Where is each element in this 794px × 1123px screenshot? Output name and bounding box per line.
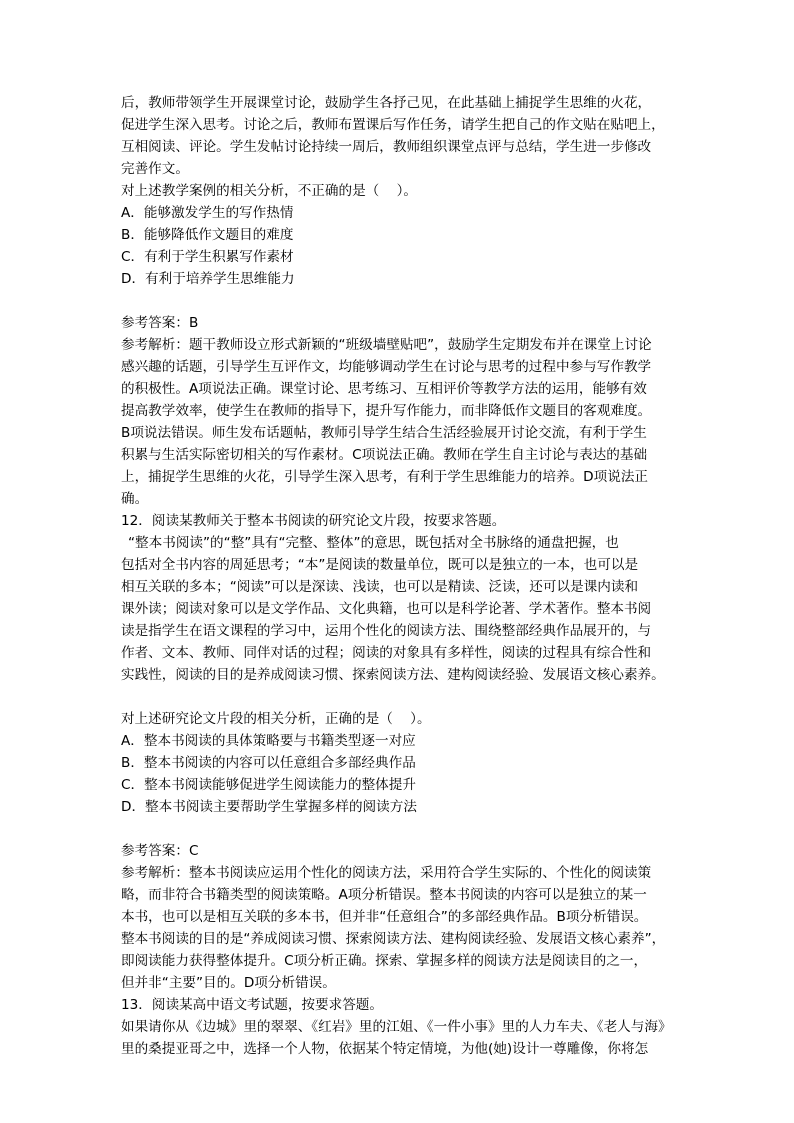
text-line: 作者、文本、教师、同伴对话的过程；阅读的对象具有多样性，阅读的过程具有综合性和 <box>121 645 652 661</box>
text-line: 如果请你从《边城》里的翠翠、《红岩》里的江姐、《一件小事》里的人力车夫、《老人与海》 <box>121 1019 672 1035</box>
text-line: 上，捕捉学生思维的火花，引导学生深入思考，有利于学生思维能力的培养。D项说法正 <box>121 469 649 485</box>
text-line: 对上述研究论文片段的相关分析，正确的是（ ）。 <box>121 711 431 727</box>
text-line: 里的桑提亚哥之中，选择一个人物，依据某个特定情境，为他(她)设计一尊雕像，你将怎 <box>121 1041 649 1057</box>
option-line: A．能够激发学生的写作热情 <box>121 205 294 221</box>
text-line: 即阅读能力获得整体提升。C项分析正确。探索、掌握多样的阅读方法是阅读目的之一， <box>121 953 648 969</box>
text-line <box>121 818 693 840</box>
text-line: 感兴趣的话题，引导学生互评作文，均能够调动学生在讨论与思考的过程中参与写作教学 <box>121 359 652 375</box>
text-line: 课外读；阅读对象可以是文学作品、文化典籍，也可以是科学论著、学术著作。整本书阅 <box>121 601 652 617</box>
document-body <box>121 92 693 1060</box>
text-line: 参考解析：题干教师设立形式新颖的“班级墙壁贴吧”，鼓励学生定期发布并在课堂上讨论 <box>121 337 652 353</box>
text-line: 整本书阅读的目的是“养成阅读习惯、探索阅读方法、建构阅读经验、发展语文核心素养”， <box>121 931 666 947</box>
text-line: 参考答案：B <box>121 315 199 331</box>
text-line: 的积极性。A项说法正确。课堂讨论、思考练习、互相评价等教学方法的运用，能够有效 <box>121 381 647 397</box>
text-line: 积累与生活实际密切相关的写作素材。C项说法正确。教师在学生自主讨论与表达的基础 <box>121 447 648 463</box>
text-line: 后，教师带领学生开展课堂讨论，鼓励学生各抒己见，在此基础上捕捉学生思维的火花， <box>121 95 652 111</box>
option-line: B．能够降低作文题目的难度 <box>121 227 294 243</box>
text-line: 完善作文。 <box>121 161 189 177</box>
text-line: 促进学生深入思考。讨论之后，教师布置课后写作任务，请学生把自己的作文贴在贴吧上， <box>121 117 665 133</box>
option-line: D．整本书阅读主要帮助学生掌握多样的阅读方法 <box>121 799 417 815</box>
text-line: 参考解析：整本书阅读应运用个性化的阅读方法，采用符合学生实际的、个性化的阅读策 <box>121 865 652 881</box>
option-line: C．有利于学生积累写作素材 <box>121 249 294 265</box>
text-line: 读是指学生在语文课程的学习中，运用个性化的阅读方法、围绕整部经典作品展开的，与 <box>121 623 652 639</box>
text-line <box>121 290 693 312</box>
text-line: 确。 <box>121 491 149 507</box>
option-line: A．整本书阅读的具体策略要与书籍类型逐一对应 <box>121 733 416 749</box>
text-line <box>121 686 693 708</box>
text-line: 但并非“主要”目的。D项分析错误。 <box>121 975 336 991</box>
text-line: 提高教学效率，使学生在教师的指导下，提升写作能力，而非降低作文题目的客观难度。 <box>121 403 652 419</box>
text-line: 12．阅读某教师关于整本书阅读的研究论文片段，按要求答题。 <box>121 513 506 529</box>
text-line: 实践性，阅读的目的是养成阅读习惯、探索阅读方法、建构阅读经验、发展语文核心素养。 <box>121 667 665 683</box>
text-line: 参考答案：C <box>121 843 199 859</box>
text-line: 对上述教学案例的相关分析，不正确的是（ ）。 <box>121 183 417 199</box>
text-line: 互相阅读、评论。学生发帖讨论持续一周后，教师组织课堂点评与总结，学生进一步修改 <box>121 139 652 155</box>
text-line: 略，而非符合书籍类型的阅读策略。A项分析错误。整本书阅读的内容可以是独立的某一 <box>121 887 647 903</box>
text-line: 13．阅读某高中语文考试题，按要求答题。 <box>121 997 383 1013</box>
text-line: 相互关联的多本；“阅读”可以是深读、浅读，也可以是精读、泛读，还可以是课内读和 <box>121 579 639 595</box>
option-line: C．整本书阅读能够促进学生阅读能力的整体提升 <box>121 777 416 793</box>
option-line: B．整本书阅读的内容可以任意组合多部经典作品 <box>121 755 416 771</box>
option-line: D．有利于培养学生思维能力 <box>121 271 295 287</box>
text-line: 包括对全书内容的周延思考；“本”是阅读的数量单位，既可以是独立的一本，也可以是 <box>121 557 639 573</box>
text-line: B项说法错误。师生发布话题帖，教师引导学生结合生活经验展开讨论交流，有利于学生 <box>121 425 647 441</box>
text-line: 本书，也可以是相互关联的多本书，但并非“任意组合”的多部经典作品。B项分析错误。 <box>121 909 648 925</box>
text-line: “整本书阅读”的“整”具有“完整、整体”的意思，既包括对全书脉络的通盘把握，也 <box>128 535 619 551</box>
